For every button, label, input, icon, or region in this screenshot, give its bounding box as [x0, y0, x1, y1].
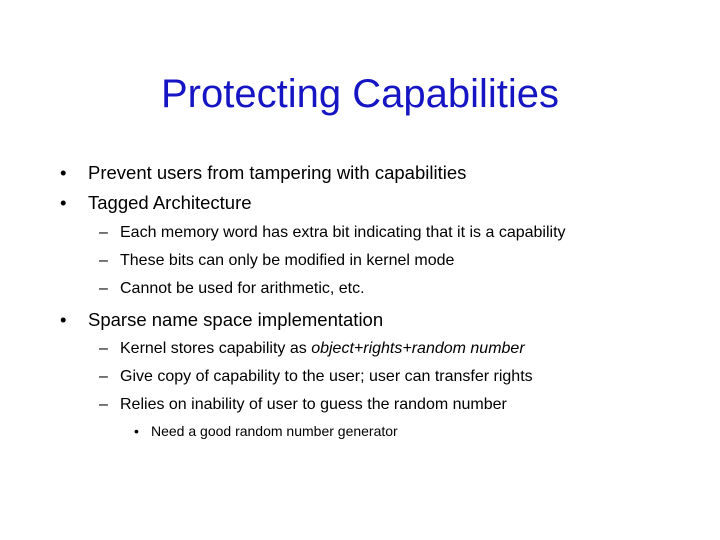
- dash-marker: –: [99, 396, 108, 413]
- bullet-text: Tagged Architecture: [88, 192, 252, 213]
- bullet-marker: •: [60, 309, 67, 330]
- bullet-text: Prevent users from tampering with capabilities: [88, 162, 467, 183]
- dash-marker: –: [99, 224, 108, 241]
- bullet-marker: •: [60, 162, 67, 183]
- bullet-marker: •: [60, 192, 67, 213]
- dash-marker: –: [99, 252, 108, 269]
- sub-bullet-text: [120, 339, 525, 359]
- sub-bullet-text: Cannot be used for arithmetic, etc.: [120, 280, 365, 297]
- bullet-text: Sparse name space implementation: [88, 309, 384, 330]
- dash-marker: –: [99, 340, 108, 357]
- slide-title: Protecting Capabilities: [161, 72, 559, 116]
- sub-bullet-text-italic: object+rights+random number: [311, 340, 525, 357]
- dash-marker: –: [99, 368, 108, 385]
- bullet-marker-small: •: [134, 423, 139, 439]
- sub-bullet-text-prefix: Kernel stores capability as: [120, 340, 312, 357]
- sub-bullet-text: Give copy of capability to the user; user can transfer rights: [120, 368, 533, 385]
- sub-bullet-text: These bits can only be modified in kernel mode: [120, 252, 455, 269]
- sub-sub-bullet-text: Need a good random number generator: [151, 423, 398, 439]
- dash-marker: –: [99, 280, 108, 297]
- sub-bullet-text: Relies on inability of user to guess the random number: [120, 396, 507, 413]
- sub-bullet-text: Each memory word has extra bit indicating that it is a capability: [120, 224, 566, 241]
